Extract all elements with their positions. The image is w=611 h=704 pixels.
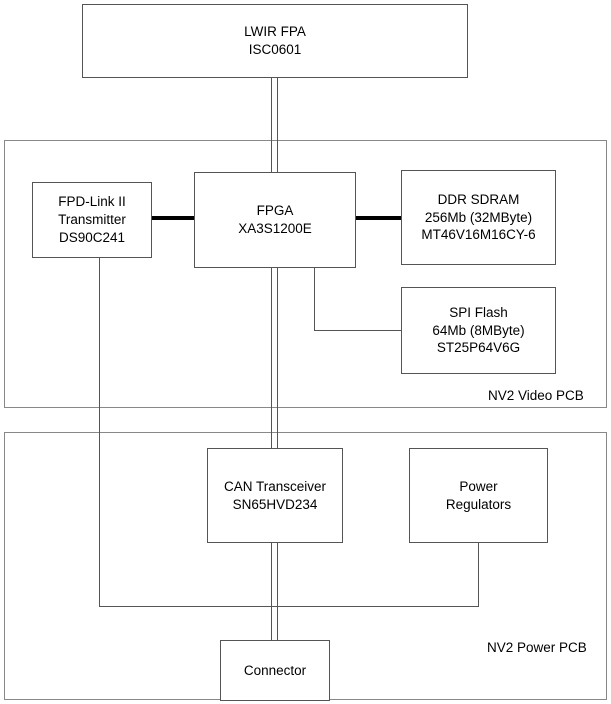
bus-line-fpdlink-fpga [151, 216, 195, 220]
panel-label-nv2-video-pcb: NV2 Video PCB [488, 388, 584, 403]
block-fpga[interactable] [194, 172, 356, 268]
block-spi-flash[interactable] [401, 287, 556, 374]
block-lwir-fpa-line-2: ISC0601 [248, 42, 302, 57]
block-lwir-fpa-line-1: LWIR FPA [244, 24, 306, 40]
bus-line-fpga-ddr [355, 216, 402, 220]
block-fpd-link-line-1: FPD-Link II [58, 194, 126, 210]
block-spi-line-3: ST25P64V6G [436, 340, 521, 356]
block-ddr-sdram[interactable] [401, 170, 556, 265]
connector-line-can-connector-right [277, 543, 278, 640]
block-spi-line-2: 64Mb (8MByte) [432, 322, 525, 338]
panel-label-nv2-power-pcb: NV2 Power PCB [487, 640, 587, 655]
connector-line-fpga-spiflash-vertical [314, 268, 315, 330]
block-ddr-line-2: 256Mb (32MByte) [424, 209, 533, 225]
block-fpga-line-1: FPGA [256, 203, 294, 219]
block-can-line-1: CAN Transceiver [223, 478, 327, 494]
block-fpd-link-line-2: Transmitter [58, 212, 126, 228]
connector-line-power-connector-vertical [478, 543, 479, 606]
block-can-transceiver[interactable] [207, 448, 343, 543]
block-connector-line-1: Connector [243, 662, 307, 678]
block-connector[interactable] [220, 640, 330, 701]
block-fpd-link-line-3: DS90C241 [58, 229, 126, 245]
connector-line-fpga-spiflash-horizontal [314, 330, 402, 331]
block-power-regulators[interactable] [409, 448, 548, 543]
connector-line-fpa-fpga-right [277, 78, 278, 172]
block-power-line-2: Regulators [445, 496, 512, 512]
block-fpd-link-transmitter[interactable] [32, 182, 152, 258]
block-power-line-1: Power [459, 478, 498, 494]
block-can-line-2: SN65HVD234 [232, 496, 318, 512]
connector-line-power-connector-horizontal [99, 606, 479, 607]
block-ddr-line-1: DDR SDRAM [437, 191, 520, 207]
block-lwir-fpa[interactable] [82, 4, 468, 78]
block-fpga-line-2: XA3S1200E [238, 221, 312, 236]
block-spi-line-1: SPI Flash [449, 304, 508, 320]
connector-line-left-rail-vertical [99, 258, 100, 606]
connector-line-can-connector-left [271, 543, 272, 640]
connector-line-fpa-fpga-left [271, 78, 272, 172]
block-ddr-line-3: MT46V16M16CY-6 [421, 227, 536, 243]
connector-line-fpga-can-left [271, 268, 272, 448]
connector-line-fpga-can-right [277, 268, 278, 448]
